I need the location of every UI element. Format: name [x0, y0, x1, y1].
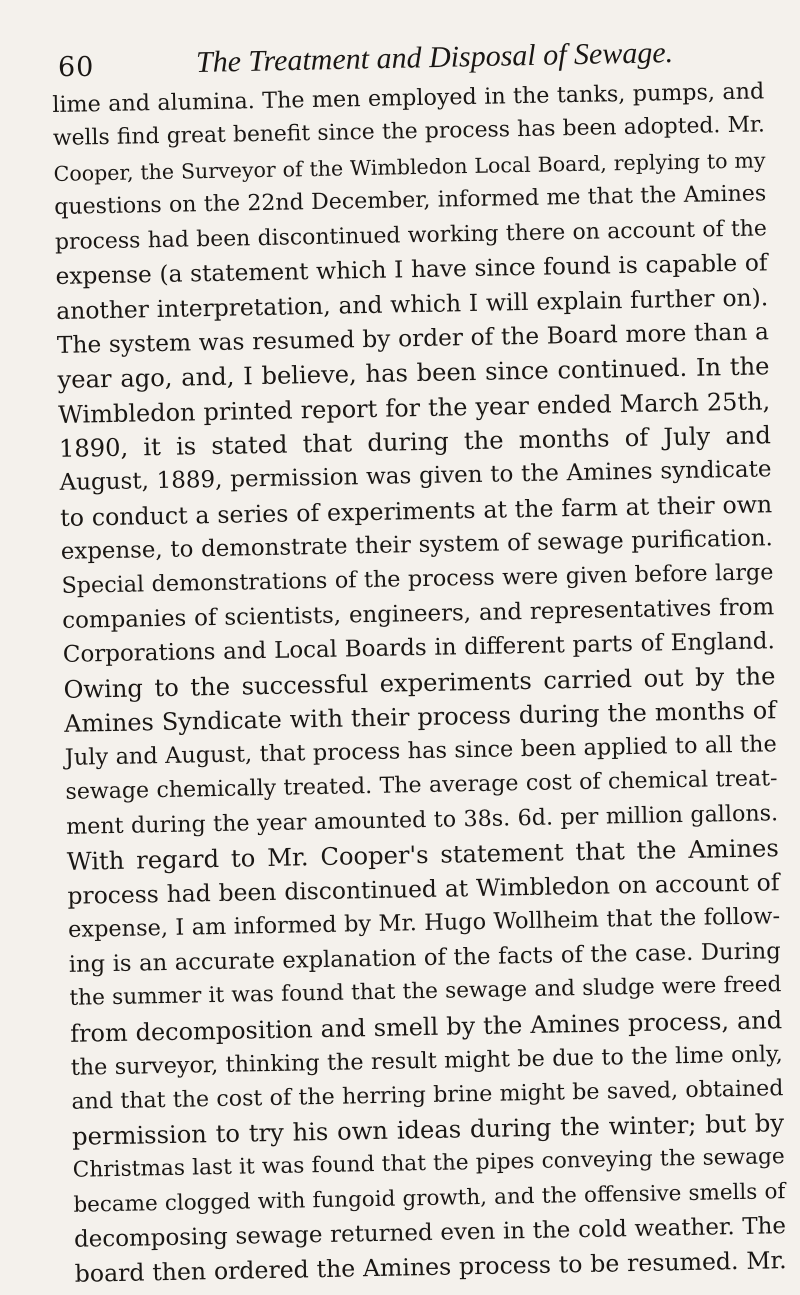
text-line: expense (a statement which I have since found is capable of	[55, 249, 768, 290]
text-line: from decomposition and smell by the Amines process, and	[69, 1005, 783, 1048]
text-line: sewage chemically treated. The average cost of chemical treat-	[65, 766, 778, 805]
text-line: process had been discontinued working there on account of the	[54, 215, 768, 255]
text-line: Special demonstrations of the process were given before large	[61, 559, 774, 600]
text-line: Amines Syndicate with their process during the months of	[63, 696, 777, 738]
text-line: to conduct a series of experiments at the farm at their own	[59, 489, 773, 532]
text-line: lime and alumina. The men employed in the tanks, pumps, and	[52, 78, 765, 118]
text-line: became clogged with fungoid growth, and the offensive smells of	[73, 1178, 786, 1218]
text-line: the surveyor, thinking the result might be due to the lime only,	[70, 1041, 783, 1081]
page-number: 60	[58, 52, 95, 83]
text-line: Owing to the successful experiments carried out by the	[63, 661, 776, 704]
text-line: The system was resumed by order of the Board more than a	[56, 318, 770, 359]
text-line: another interpretation, and which I will explain further on).	[56, 283, 769, 326]
text-line: With regard to Mr. Cooper's statement that the Amines	[66, 833, 779, 876]
text-line: ment during the year amounted to 38s. 6d. per million gallons.	[65, 800, 779, 841]
running-title: The Treatment and Disposal of Sewage.	[195, 36, 674, 79]
text-line: board then ordered the Amines process to be resumed. Mr.	[74, 1246, 787, 1289]
text-line: Wimbledon printed report for the year ended March 25th,	[57, 386, 771, 429]
text-line: ing is an accurate explanation of the facts of the case. During	[68, 937, 781, 978]
text-line: August, 1889, permission was given to the Amines syndicate	[59, 456, 772, 497]
text-line: expense, I am informed by Mr. Hugo Wollheim that the follow-	[67, 903, 781, 944]
text-line: July and August, that process has since been applied to all the	[64, 731, 777, 772]
text-line: questions on the 22nd December, informed me that the Amines	[54, 181, 767, 221]
body-text	[52, 74, 787, 1291]
text-line: Cooper, the Surveyor of the Wimbledon Local Board, replying to my	[53, 148, 766, 186]
text-line: process had been discontinued at Wimbledon on account of	[67, 868, 780, 910]
text-line: the summer it was found that the sewage and sludge were freed	[69, 972, 782, 1011]
text-line: wells find great benefit since the process has been adopted. Mr.	[52, 112, 766, 152]
text-line: decomposing sewage returned even in the cold weather. The	[73, 1213, 787, 1253]
text-line: permission to try his own ideas during the winter; but by	[71, 1108, 785, 1151]
text-line: year ago, and, I believe, has been since continued. In the	[57, 352, 770, 395]
text-line: expense, to demonstrate their system of sewage purification.	[60, 525, 774, 565]
text-line: and that the cost of the herring brine might be saved, obtained	[71, 1075, 784, 1116]
text-line: Christmas last it was found that the pipes conveying the sewage	[72, 1144, 785, 1183]
text-line: companies of scientists, engineers, and representatives from	[61, 594, 775, 634]
text-line: Corporations and Local Boards in different parts of England.	[62, 628, 776, 669]
text-line: 1890, it is stated that during the months of July and	[58, 421, 772, 463]
